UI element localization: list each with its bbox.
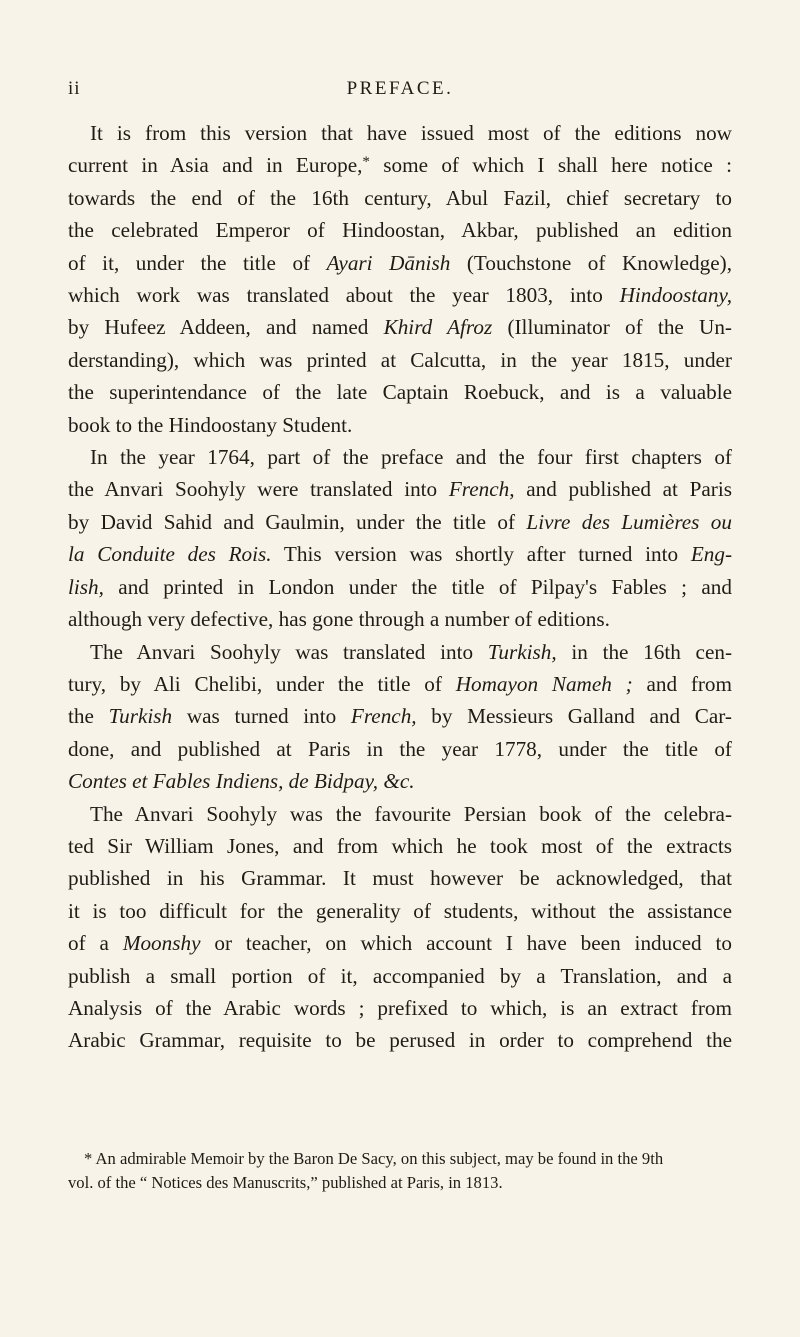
text-line: current in Asia and in Europe,* some of which I shall here notice : bbox=[68, 153, 732, 178]
text-line: the Turkish was turned into French, by Messieurs Galland and Car- bbox=[68, 704, 732, 729]
text-line: publish a small portion of it, accompanied by a Translation, and a bbox=[68, 963, 732, 988]
text-line: Contes et Fables Indiens, de Bidpay, &c. bbox=[68, 769, 415, 794]
footnote-line: * An admirable Memoir by the Baron De Sacy, on this subject, may be found in the 9th bbox=[84, 1149, 664, 1168]
text-line: tury, by Ali Chelibi, under the title of Homayon Nameh ; and from bbox=[68, 671, 732, 696]
text-line: the Anvari Soohyly were translated into French, and published at Paris bbox=[68, 477, 732, 502]
text-line: by Hufeez Addeen, and named Khird Afroz (Illuminator of the Un- bbox=[68, 315, 732, 340]
text-line: la Conduite des Rois. This version was shortly after turned into Eng- bbox=[68, 542, 732, 567]
text-line: In the year 1764, part of the preface and the four first chapters of bbox=[90, 445, 732, 470]
text-line: book to the Hindoostany Student. bbox=[68, 412, 353, 437]
text-line: The Anvari Soohyly was the favourite Persian book of the celebra- bbox=[90, 801, 732, 826]
text-line: of it, under the title of Ayari Dānish (Touchstone of Knowledge), bbox=[68, 250, 732, 275]
text-line: Analysis of the Arabic words ; prefixed to which, is an extract from bbox=[68, 995, 732, 1020]
running-title: PREFACE. bbox=[346, 78, 454, 99]
text-line: derstanding), which was printed at Calcutta, in the year 1815, under bbox=[68, 347, 732, 372]
body-text bbox=[68, 117, 732, 1057]
text-line: done, and published at Paris in the year 1778, under the title of bbox=[68, 736, 732, 761]
text-line: of a Moonshy or teacher, on which account I have been induced to bbox=[68, 931, 732, 956]
text-line: it is too difficult for the generality of students, without the assistance bbox=[68, 898, 732, 923]
page-header bbox=[68, 78, 732, 104]
footnote bbox=[68, 1147, 732, 1195]
text-line: It is from this version that have issued most of the editions now bbox=[90, 121, 732, 145]
text-line: lish, and printed in London under the title of Pilpay's Fables ; and bbox=[68, 574, 732, 599]
text-line: the celebrated Emperor of Hindoostan, Akbar, published an edition bbox=[68, 218, 732, 243]
text-line: towards the end of the 16th century, Abul Fazil, chief secretary to bbox=[68, 185, 732, 210]
text-line: The Anvari Soohyly was translated into Turkish, in the 16th cen- bbox=[90, 639, 732, 664]
text-line: although very defective, has gone through a number of editions. bbox=[68, 607, 610, 632]
text-line: the superintendance of the late Captain Roebuck, and is a valuable bbox=[68, 380, 732, 405]
text-line: Arabic Grammar, requisite to be perused in order to comprehend the bbox=[68, 1028, 732, 1053]
text-line: published in his Grammar. It must however be acknowledged, that bbox=[68, 866, 732, 891]
text-line: ted Sir William Jones, and from which he took most of the extracts bbox=[68, 833, 732, 858]
text-line: which work was translated about the year 1803, into Hindoostany, bbox=[68, 283, 732, 308]
footnote-line: vol. of the “ Notices des Manuscrits,” published at Paris, in 1813. bbox=[68, 1173, 503, 1192]
footnote-marker: * bbox=[362, 154, 370, 171]
text-line: by David Sahid and Gaulmin, under the title of Livre des Lumières ou bbox=[68, 509, 732, 534]
page-number: ii bbox=[68, 78, 81, 99]
